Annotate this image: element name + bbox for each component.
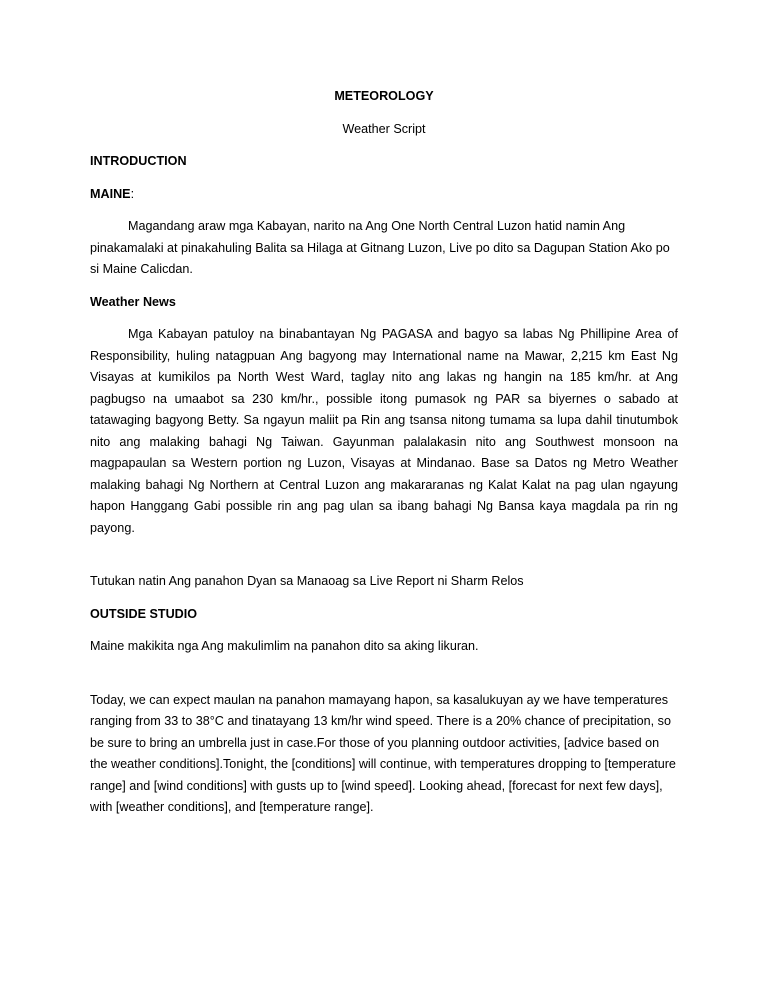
outside-studio-heading: OUTSIDE STUDIO: [90, 606, 198, 621]
speaker-name: MAINE: [90, 186, 131, 201]
speaker-colon: :: [130, 186, 135, 201]
document-title: METEOROLOGY: [334, 89, 434, 103]
introduction-heading: INTRODUCTION: [90, 154, 187, 168]
speaker-label: [90, 184, 678, 206]
weather-news-paragraph: Mga Kabayan patuloy na binabantayan Ng PAGASA and bagyo sa labas Ng Phillipine Area of Responsibility, huling natagpuan Ang bagyong may International name na Mawar, 2,215 km East Ng Visayas at kumikilos pa North West Ward, taglay nito ang lakas ng hangin na 185 km/hr. at Ang pagbugso na umaabot sa 230 km/hr., possible itong pumasok ng PAR sa biyernes o sabado at tatawaging bagyong Betty. Sa ngayun maliit pa Rin ang tsansa nitong tumama sa lupa dahil tinutumbok nito ang malaking bahagi Ng Taiwan. Gayunman palalakasin nito ang Southwest monsoon na magpapaulan sa Western portion ng Luzon, Visayas at Mindanao. Base sa Datos ng Metro Weather malaking bahagi Ng Northern at Central Luzon ang makararanas ng Kalat Kalat na pag ulan ngayung hapon Hanggang Gabi possible rin ang pag ulan sa ibang bahagi Ng Bansa kaya magdala pa rin ng payong.: [90, 327, 678, 535]
intro-paragraph: Magandang araw mga Kabayan, narito na Ang One North Central Luzon hatid namin Ang pinakamalaki at pinakahuling Balita sa Hilaga at Gitnang Luzon, Live po dito sa Dagupan Station Ako po si Maine Calicdan.: [90, 219, 670, 276]
handoff-line: Tutukan natin Ang panahon Dyan sa Manaoag sa Live Report ni Sharm Relos: [90, 574, 524, 588]
document-subtitle: Weather Script: [342, 121, 426, 136]
blank-line: [90, 550, 678, 571]
outside-line: Maine makikita nga Ang makulimlim na panahon dito sa aking likuran.: [90, 639, 479, 653]
forecast-paragraph: Today, we can expect maulan na panahon mamayang hapon, sa kasalukuyan ay we have temperatures ranging from 33 to 38°C and tinatayang 13 km/hr wind speed. There is a 20% chance of precipitation, so be sure to bring an umbrella just in case.For those of you planning outdoor activities, [advice based on the weather conditions].Tonight, the [conditions] will continue, with temperatures dropping to [temperature range] and [wind conditions] with gusts up to [wind speed]. Looking ahead, [forecast for next few days], with [weather conditions], and [temperature range].: [90, 692, 676, 814]
blank-line: [90, 669, 678, 690]
weather-news-heading: Weather News: [90, 294, 176, 309]
document-page: [90, 86, 678, 830]
